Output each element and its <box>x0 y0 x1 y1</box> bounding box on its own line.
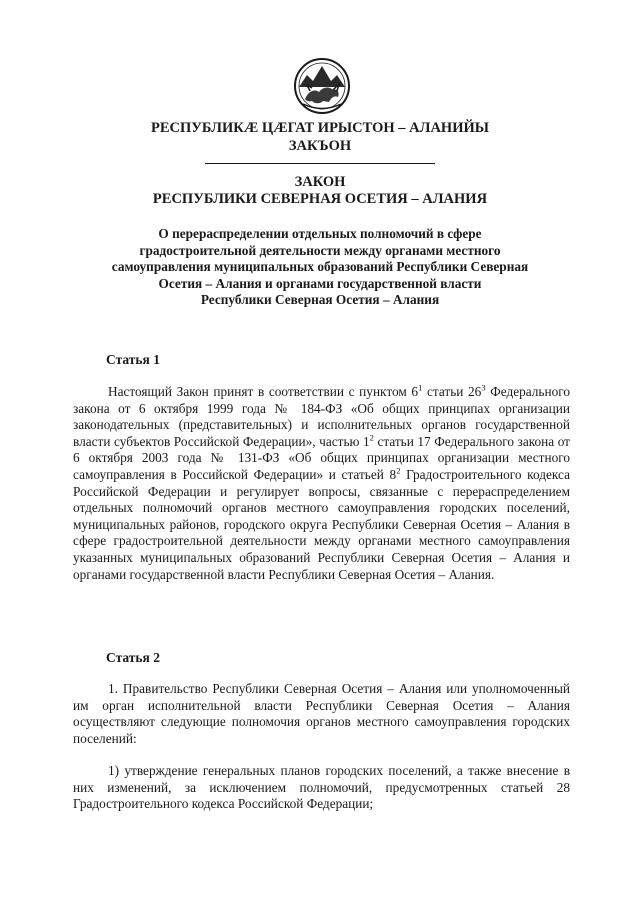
article-2-heading: Статья 2 <box>106 650 160 665</box>
article-1-text: Федерального закона от 6 октября 1999 года № 184-ФЗ «Об общих принципах организации законодательных (представительных) и исполнительных органов государственной власти субъектов Российской Федерации», частью 1 <box>73 384 571 449</box>
header-divider <box>205 163 435 164</box>
header-law-ossetian: ЗАКЪОН <box>288 138 352 154</box>
article-1-text: Настоящий Закон принят в соответствии с пунктом 6 <box>108 384 419 399</box>
article-2-paragraph-1: 1. Правительство Республики Северная Осетия – Алания или уполномоченный им орган исполнительной власти Республики Северная Осетия – Алания осуществляют следующие полномочия органов местного самоуправления городских поселений: <box>73 681 570 746</box>
header-republic-ossetian: РЕСПУБЛИКӔ ЦӔГАТ ИРЫСТОН – АЛАНИЙЫ <box>151 120 489 136</box>
subject-line: градостроительной деятельности между органами местного <box>139 242 501 258</box>
article-1-text: Градостроительного кодекса Российской Федерации и регулирует вопросы, связанные с перераспределением отдельных полномочий органов местного самоуправления городских поселений, муниципальных районов, городского округа Республики Северная Осетия – Алания в сфере градостроительной деятельности между органами местного самоуправления указанных муниципальных образований Республики Северная Осетия – Алания и органами государственной власти Республики Северная Осетия – Алания. <box>73 466 570 582</box>
article-1-text: статьи 17 Федерального закона от 6 октября 2003 года № 131-ФЗ «Об общих принципах организации местного самоуправления в Российской Федерации» и статьей 8 <box>73 433 570 482</box>
article-1-text: статьи 26 <box>422 384 482 399</box>
law-subject-title <box>100 226 540 309</box>
subject-line: самоуправления муниципальных образований Республики Северная <box>111 259 529 275</box>
footnote-superscript: 1 <box>418 382 423 393</box>
header-republic-russian: РЕСПУБЛИКИ СЕВЕРНАЯ ОСЕТИЯ – АЛАНИЯ <box>152 191 488 207</box>
header-law-russian: ЗАКОН <box>294 174 346 190</box>
article-1-paragraph <box>73 384 570 583</box>
subject-line: Республики Северная Осетия – Алания <box>200 292 440 308</box>
article-1-heading: Статья 1 <box>106 352 160 367</box>
subject-line: О перераспределении отдельных полномочий в сфере <box>158 226 482 241</box>
footnote-superscript: 3 <box>481 382 486 393</box>
article-2-paragraph-2: 1) утверждение генеральных планов городских поселений, а также внесение в них изменений, за исключением полномочий, предусмотренных статьей 28 Градостроительного кодекса Российской Федерации; <box>73 763 570 812</box>
footnote-superscript: 2 <box>396 465 401 476</box>
coat-of-arms-emblem <box>293 57 351 115</box>
subject-line: Осетия – Алания и органами государственной власти <box>158 275 482 291</box>
footnote-superscript: 2 <box>369 432 374 443</box>
